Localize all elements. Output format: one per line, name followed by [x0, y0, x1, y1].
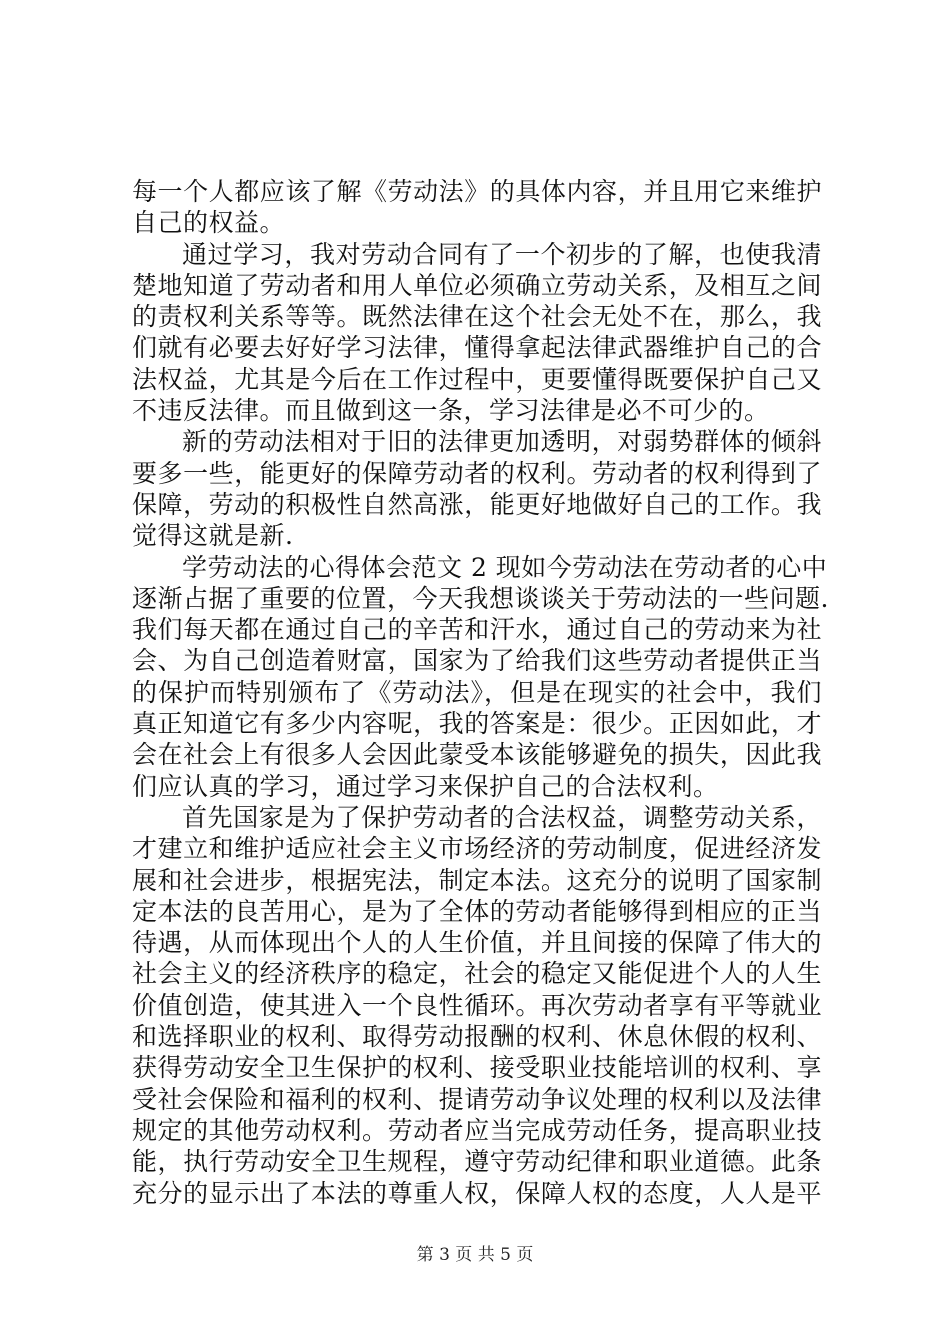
paragraph-start-line: 首先国家是为了保护劳动者的合法权益，调整劳动关系， — [182, 802, 822, 832]
text-line: 的保护而特别颁布了《劳动法》，但是在现实的社会中，我们 — [132, 677, 822, 707]
paragraph-start-line: 学劳动法的心得体会范文 2 现如今劳动法在劳动者的心中 — [182, 552, 828, 582]
text-line: 充分的显示出了本法的尊重人权，保障人权的态度，人人是平 — [132, 1178, 822, 1208]
text-line: 规定的其他劳动权利。劳动者应当完成劳动任务，提高职业技 — [132, 1115, 822, 1145]
text-line: 楚地知道了劳动者和用人单位必须确立劳动关系，及相互之间 — [132, 270, 822, 300]
text-line: 受社会保险和福利的权利、提请劳动争议处理的权利以及法律 — [132, 1084, 822, 1114]
text-line: 能，执行劳动安全卫生规程，遵守劳动纪律和职业道德。此条 — [132, 1147, 822, 1177]
text-line: 们就有必要去好好学习法律，懂得拿起法律武器维护自己的合 — [132, 333, 822, 363]
text-line: 要多一些，能更好的保障劳动者的权利。劳动者的权利得到了 — [132, 458, 822, 488]
text-line: 社会主义的经济秩序的稳定，社会的稳定又能促进个人的人生 — [132, 959, 822, 989]
text-line: 觉得这就是新. — [132, 521, 294, 551]
text-line: 每一个人都应该了解《劳动法》的具体内容，并且用它来维护 — [132, 177, 822, 206]
text-line: 展和社会进步，根据宪法，制定本法。这充分的说明了国家制 — [132, 865, 822, 895]
text-line: 待遇，从而体现出个人的人生价值，并且间接的保障了伟大的 — [132, 928, 822, 958]
text-line: 保障，劳动的积极性自然高涨，能更好地做好自己的工作。我 — [132, 489, 822, 519]
text-line: 真正知道它有多少内容呢，我的答案是：很少。正因如此，才 — [132, 709, 822, 739]
text-line: 的责权利关系等等。既然法律在这个社会无处不在，那么，我 — [132, 302, 822, 332]
text-line: 价值创造，使其进入一个良性循环。再次劳动者享有平等就业 — [132, 990, 822, 1020]
text-line: 法权益，尤其是今后在工作过程中，更要懂得既要保护自己又 — [132, 364, 822, 394]
page-number-footer: 第 3 页 共 5 页 — [416, 1245, 534, 1265]
text-line: 和选择职业的权利、取得劳动报酬的权利、休息休假的权利、 — [132, 1022, 822, 1052]
text-line: 我们每天都在通过自己的辛苦和汗水，通过自己的劳动来为社 — [132, 615, 822, 645]
paragraph-start-line: 新的劳动法相对于旧的法律更加透明，对弱势群体的倾斜 — [182, 427, 822, 457]
text-line: 不违反法律。而且做到这一条，学习法律是必不可少的。 — [132, 396, 770, 426]
paragraph-start-line: 通过学习，我对劳动合同有了一个初步的了解，也使我清 — [182, 239, 822, 269]
text-line: 会在社会上有很多人会因此蒙受本该能够避免的损失，因此我 — [132, 740, 822, 770]
text-line: 会、为自己创造着财富，国家为了给我们这些劳动者提供正当 — [132, 646, 822, 676]
text-line: 自己的权益。 — [132, 208, 286, 238]
text-line: 获得劳动安全卫生保护的权利、接受职业技能培训的权利、享 — [132, 1053, 822, 1083]
body-text — [132, 176, 829, 1209]
text-line: 定本法的良苦用心，是为了全体的劳动者能够得到相应的正当 — [132, 896, 822, 926]
text-line: 才建立和维护适应社会主义市场经济的劳动制度，促进经济发 — [132, 834, 822, 864]
text-line: 逐渐占据了重要的位置，今天我想谈谈关于劳动法的一些问题. — [132, 583, 829, 613]
text-line: 们应认真的学习，通过学习来保护自己的合法权利。 — [132, 771, 719, 801]
